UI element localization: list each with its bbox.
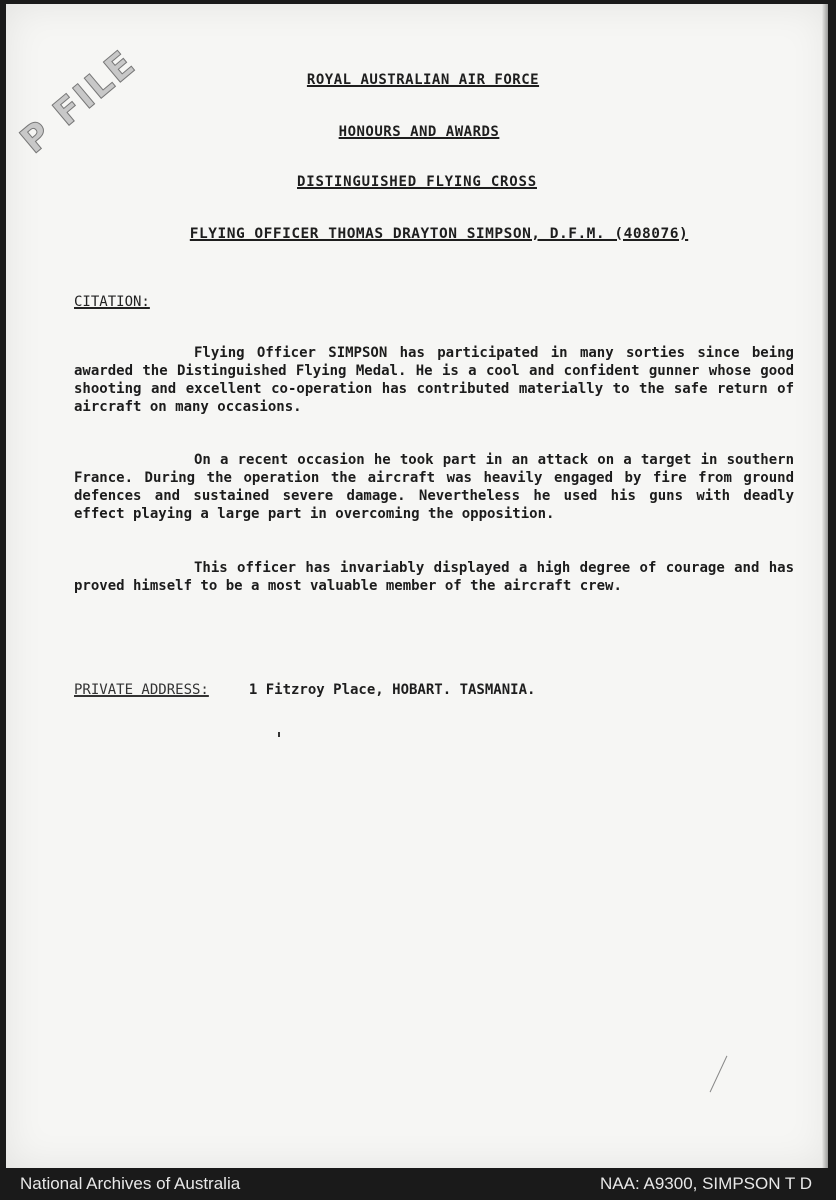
- ink-speck: [278, 732, 280, 737]
- heading-recipient: FLYING OFFICER THOMAS DRAYTON SIMPSON, D.F.M. (408076): [189, 226, 689, 242]
- file-stamp: P FILE: [13, 42, 144, 162]
- archive-reference: NAA: A9300, SIMPSON T D: [600, 1174, 812, 1193]
- private-address-row: [74, 682, 535, 698]
- pencil-mark: [710, 1056, 728, 1093]
- heading-section: HONOURS AND AWARDS: [338, 124, 500, 140]
- heading-award: DISTINGUISHED FLYING CROSS: [297, 174, 537, 190]
- heading-organization: ROYAL AUSTRALIAN AIR FORCE: [306, 72, 540, 88]
- archive-name: National Archives of Australia: [20, 1174, 241, 1193]
- private-address-value: 1 Fitzroy Place, HOBART. TASMANIA.: [248, 682, 536, 698]
- citation-paragraph-2: On a recent occasion he took part in an attack on a target in southern France. During the operation the aircraft was heavily engaged by fire from ground defences and sustained severe damage. Nevertheless he used his guns with deadly effect playing a large part in overcoming the opposition.: [74, 452, 794, 522]
- private-address-label: PRIVATE ADDRESS:: [74, 682, 209, 698]
- document-page: [6, 4, 828, 1168]
- citation-paragraph-3: This officer has invariably displayed a high degree of courage and has proved himself to be a most valuable member of the aircraft crew.: [74, 560, 794, 594]
- citation-paragraph-1: Flying Officer SIMPSON has participated in many sorties since being awarded the Distinguished Flying Medal. He is a cool and confident gunner whose good shooting and excellent co-operation has contributed materially to the safe return of aircraft on many occasions.: [74, 345, 794, 415]
- citation-label: CITATION:: [74, 294, 150, 310]
